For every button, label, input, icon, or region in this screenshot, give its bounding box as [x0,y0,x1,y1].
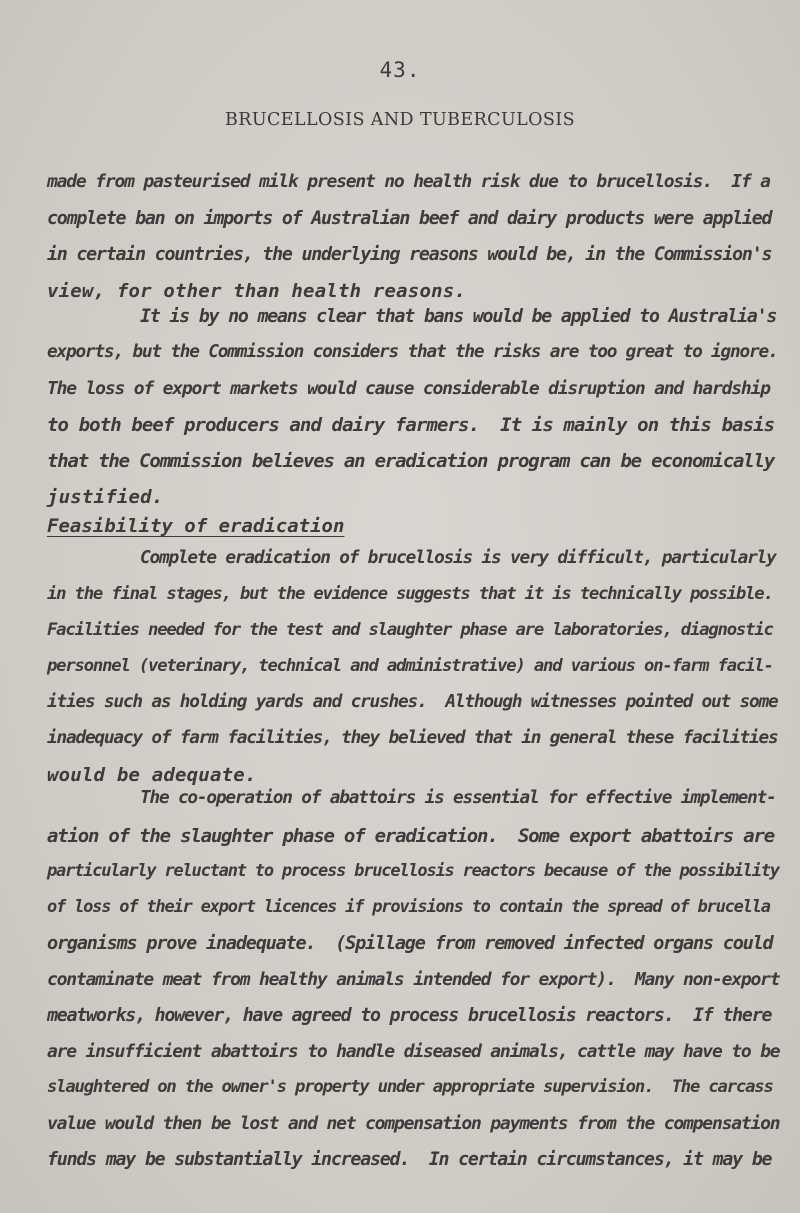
text-line: ation of the slaughter phase of eradication. Some export abattoirs are [47,825,774,847]
text-line: funds may be substantially increased. In certain circumstances, it may be [47,1149,772,1170]
page-title: BRUCELLOSIS AND TUBERCULOSIS [225,110,575,130]
text-line: in the final stages, but the evidence suggests that it is technically possible. [47,584,773,604]
section-heading: Feasibility of eradication [47,515,345,537]
text-line: slaughtered on the owner's property under appropriate supervision. The carcass [47,1077,773,1097]
text-line: are insufficient abattoirs to handle diseased animals, cattle may have to be [47,1041,780,1062]
text-line: contaminate meat from healthy animals intended for export). Many non-export [47,969,780,990]
text-line: that the Commission believes an eradication program can be economically [47,450,774,472]
text-line: complete ban on imports of Australian beef and dairy products were applied [47,208,772,229]
text-line: in certain countries, the underlying reasons would be, in the Commission's [47,244,772,265]
text-line: inadequacy of farm facilities, they believed that in general these facilities [47,728,778,748]
text-line: view, for other than health reasons. [47,280,467,302]
text-line: value would then be lost and net compensation payments from the compensation [47,1113,780,1134]
text-line: organisms prove inadequate. (Spillage from removed infected organs could [47,933,773,954]
text-line: justified. [47,486,164,508]
text-line: The loss of export markets would cause considerable disruption and hardship [47,378,770,399]
text-line: to both beef producers and dairy farmers. It is mainly on this basis [47,414,775,436]
text-line: made from pasteurised milk present no health risk due to brucellosis. If a [47,171,770,192]
text-line: meatworks, however, have agreed to process brucellosis reactors. If there [47,1005,772,1026]
page-number: 43. [379,58,421,82]
text-line: of loss of their export licences if provisions to contain the spread of brucella [47,897,770,917]
text-line: ities such as holding yards and crushes. Although witnesses pointed out some [47,692,778,712]
text-line: personnel (veterinary, technical and administrative) and various on-farm facil- [47,656,773,676]
text-line: would be adequate. [47,764,257,786]
text-line: The co-operation of abattoirs is essential for effective implement- [140,788,776,808]
text-line: Facilities needed for the test and slaughter phase are laboratories, diagnostic [47,620,773,640]
text-line: exports, but the Commission considers that the risks are too great to ignore. [47,342,778,362]
text-line: particularly reluctant to process brucellosis reactors because of the possibility [47,861,779,881]
text-line: Complete eradication of brucellosis is very difficult, particularly [140,548,776,568]
text-line: It is by no means clear that bans would be applied to Australia's [140,306,777,327]
